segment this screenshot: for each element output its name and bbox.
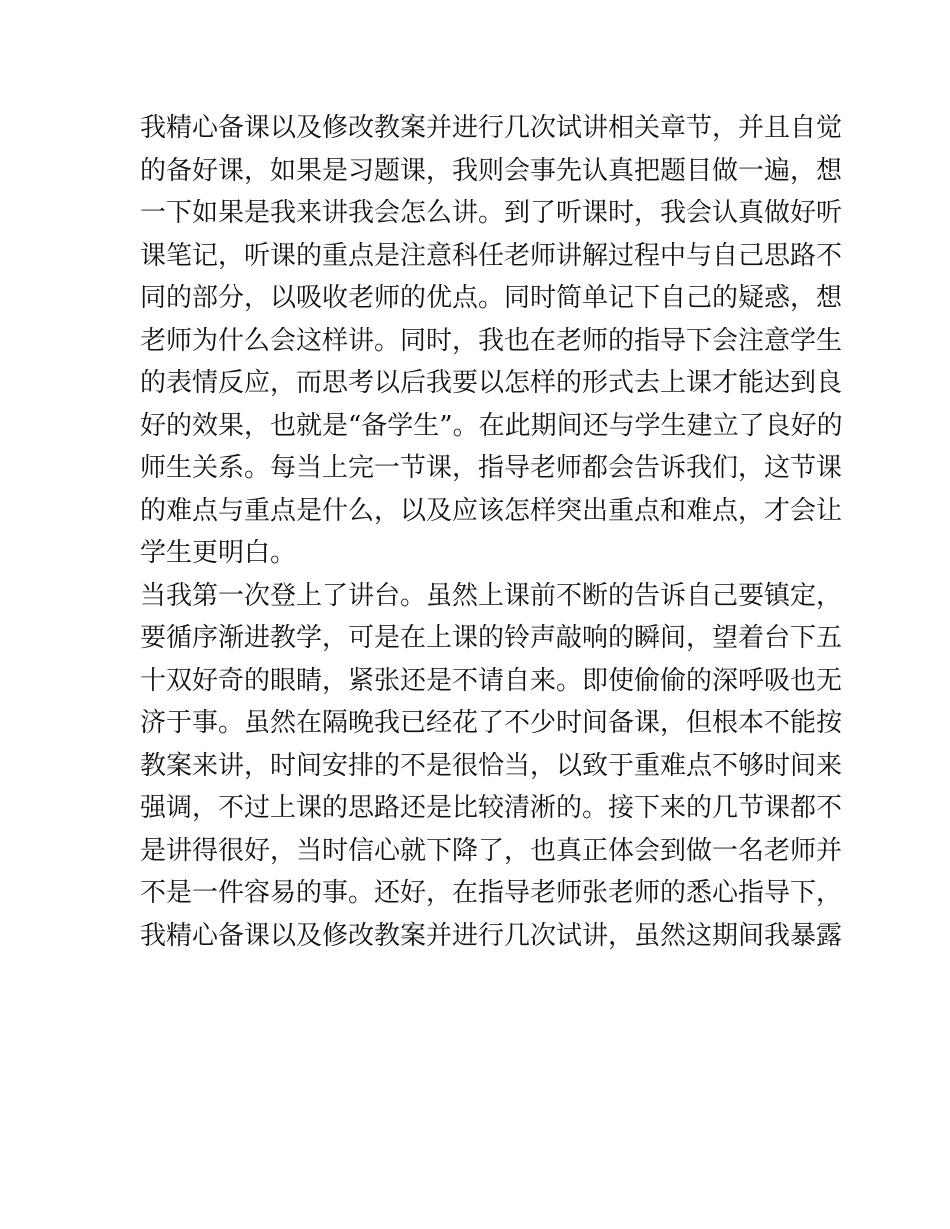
text-line: 的表情反应，而思考以后我要以怎样的形式去上课才能达到良 <box>140 368 843 398</box>
text-line: 我精心备课以及修改教案并进行几次试讲，虽然这期间我暴露 <box>140 920 843 951</box>
text-line: 一下如果是我来讲我会怎么讲。到了听课时，我会认真做好听 <box>140 198 843 228</box>
text-line: 的难点与重点是什么，以及应该怎样突出重点和难点，才会让 <box>140 495 843 526</box>
text-line: 教案来讲，时间安排的不是很恰当，以致于重难点不够时间来 <box>140 750 843 781</box>
text-line: 同的部分，以吸收老师的优点。同时简单记下自己的疑惑，想 <box>140 283 843 313</box>
paragraph-2 <box>140 575 843 958</box>
text-line: 是讲得很好，当时信心就下降了，也真正体会到做一名老师并 <box>140 835 843 866</box>
text-line: 老师为什么会这样讲。同时，我也在老师的指导下会注意学生 <box>140 325 843 356</box>
text-line: 当我第一次登上了讲台。虽然上课前不断的告诉自己要镇定， <box>140 580 843 611</box>
text-line: 学生更明白。 <box>140 538 297 568</box>
text-line: 好的效果，也就是“备学生”。在此期间还与学生建立了良好的 <box>140 410 843 441</box>
text-line: 济于事。虽然在隔晚我已经花了不少时间备课，但根本不能按 <box>140 708 843 738</box>
paragraph-1 <box>140 107 843 575</box>
text-line: 十双好奇的眼睛，紧张还是不请自来。即使偷偷的深呼吸也无 <box>140 665 843 696</box>
text-line: 课笔记，听课的重点是注意科任老师讲解过程中与自己思路不 <box>140 240 843 271</box>
text-line: 强调，不过上课的思路还是比较清淅的。接下来的几节课都不 <box>140 793 843 823</box>
text-line: 我精心备课以及修改教案并进行几次试讲相关章节，并且自觉 <box>140 113 843 143</box>
document-body <box>140 107 843 957</box>
text-line: 不是一件容易的事。还好，在指导老师张老师的悉心指导下， <box>140 878 843 908</box>
text-line: 师生关系。每当上完一节课，指导老师都会告诉我们，这节课 <box>140 453 843 483</box>
text-line: 要循序渐进教学，可是在上课的铃声敲响的瞬间，望着台下五 <box>140 623 843 653</box>
text-line: 的备好课，如果是习题课，我则会事先认真把题目做一遍，想 <box>140 155 843 186</box>
